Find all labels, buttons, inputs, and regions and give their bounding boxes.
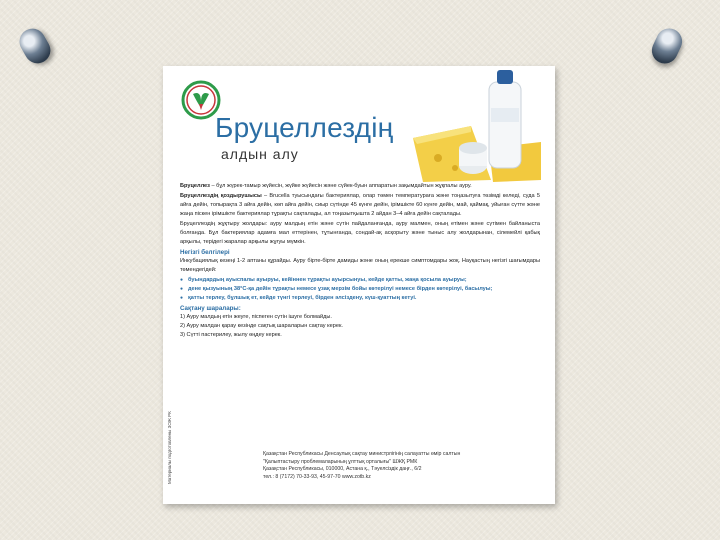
vertical-note: Материалы подготовлены ЗОЖ РК [167,411,172,484]
poster-sheet [163,66,555,504]
poster-body [180,182,540,340]
poster-footer [263,451,543,481]
poster-title: Бруцеллездің [215,112,394,143]
prevention-heading: Сақтану шаралары: [180,305,241,312]
symptom-item: ● қатты терлеу, бұлшық ет, кейде түнгі терлеуі, бірден әлсіздену, күш-қуаттың кетуі. [180,294,540,303]
paragraph-pathogen: Бруцеллездің қоздырушысы – Brucella туысындағы бактериялар, олар төмен температураға және тоңазытуға төзімді келеді, суда 5 айға дейін, топырақта 3 айға дейін, көп айға дейін, сиыр сүтінде 45 күнге дейін, ірімшікте 60 күнге дейін, май, қаймақ, уйыған сүтте және жаңа піскен ірімшікте бактериялар тұрақты сақталады, ал тоңазытқышта 2 айдан 3–4 айға дейін сақталады. [180,193,540,217]
footer-line: "Қалыптастыру проблемаларының ұлттық орталығы" ШЖҚ РМК [263,458,418,465]
prevention-item: 2) Ауру малдан қарау кезінде сақтық шараларын сақтау керек. [180,323,343,329]
prevention-list [180,313,540,340]
poster-subtitle: алдын алу [221,146,299,162]
footer-line: тел.: 8 (7172) 70-33-93, 45-97-70 www.zotb.kz [263,473,371,480]
dairy-products-image [393,68,543,186]
symptom-item: ● дене қызуының 38°С-қа дейін тұрақты немесе ұзақ мерзім бойы көтерілуі немесе бірден көтерілуі, басылуы; [180,285,540,294]
symptoms-list [180,276,540,303]
footer-line: Қазақстан Республикасы Денсаулық сақтау министрлігінің салауатты өмір салтын [263,451,461,457]
symptom-item: ● буындардың ауыспалы ауыруы, кейіннен тұрақты ауырсынуы, кейде қатты, жаңа қосыла ауыруы; [180,276,540,285]
symptoms-heading: Негізгі белгілері [180,249,230,256]
paragraph-definition: Бруцеллез – бұл жүрек-тамыр жүйесін, жүйке жүйесін және сүйек-буын аппаратын зақымдайтын жұқпалы ауру. [180,183,472,189]
prevention-item: 1) Ауру малдың етін жеуге, піспеген сүтін ішуге болмайды. [180,314,332,320]
prevention-item: 3) Сүтті пастерилеу, жылу өңдеу керек. [180,332,282,338]
pushpin-right-icon [648,24,687,68]
footer-line: Қазақстан Республикасы, 010000, Астана қ., Тәуелсіздік даңғ., 6/2 [263,466,422,472]
paragraph-transmission: Бруцеллездің жұқтыру жолдары: ауру малдың етін және сүтін пайдаланғанда, ауру малмен, оның етімен және сүтімен байланыста болғанда. Бұл бактериялар адамға мал еттерінен, тұтынғанда, сондай-ақ асқорыту және тыныс алу жолдарынан, сілемейлі қабық арқылы, терідегі жаралар арқылы жұғуы мүмкін. [180,221,540,245]
pushpin-left-icon [15,24,56,68]
symptoms-intro: Инкубациялық кезеңі 1-2 аптаны құрайды. Ауру бірте-бірте дамиды және оның ерекше симптомдары жоқ. Науқастың негізгі шағымдары төмендегідей: [180,258,540,273]
